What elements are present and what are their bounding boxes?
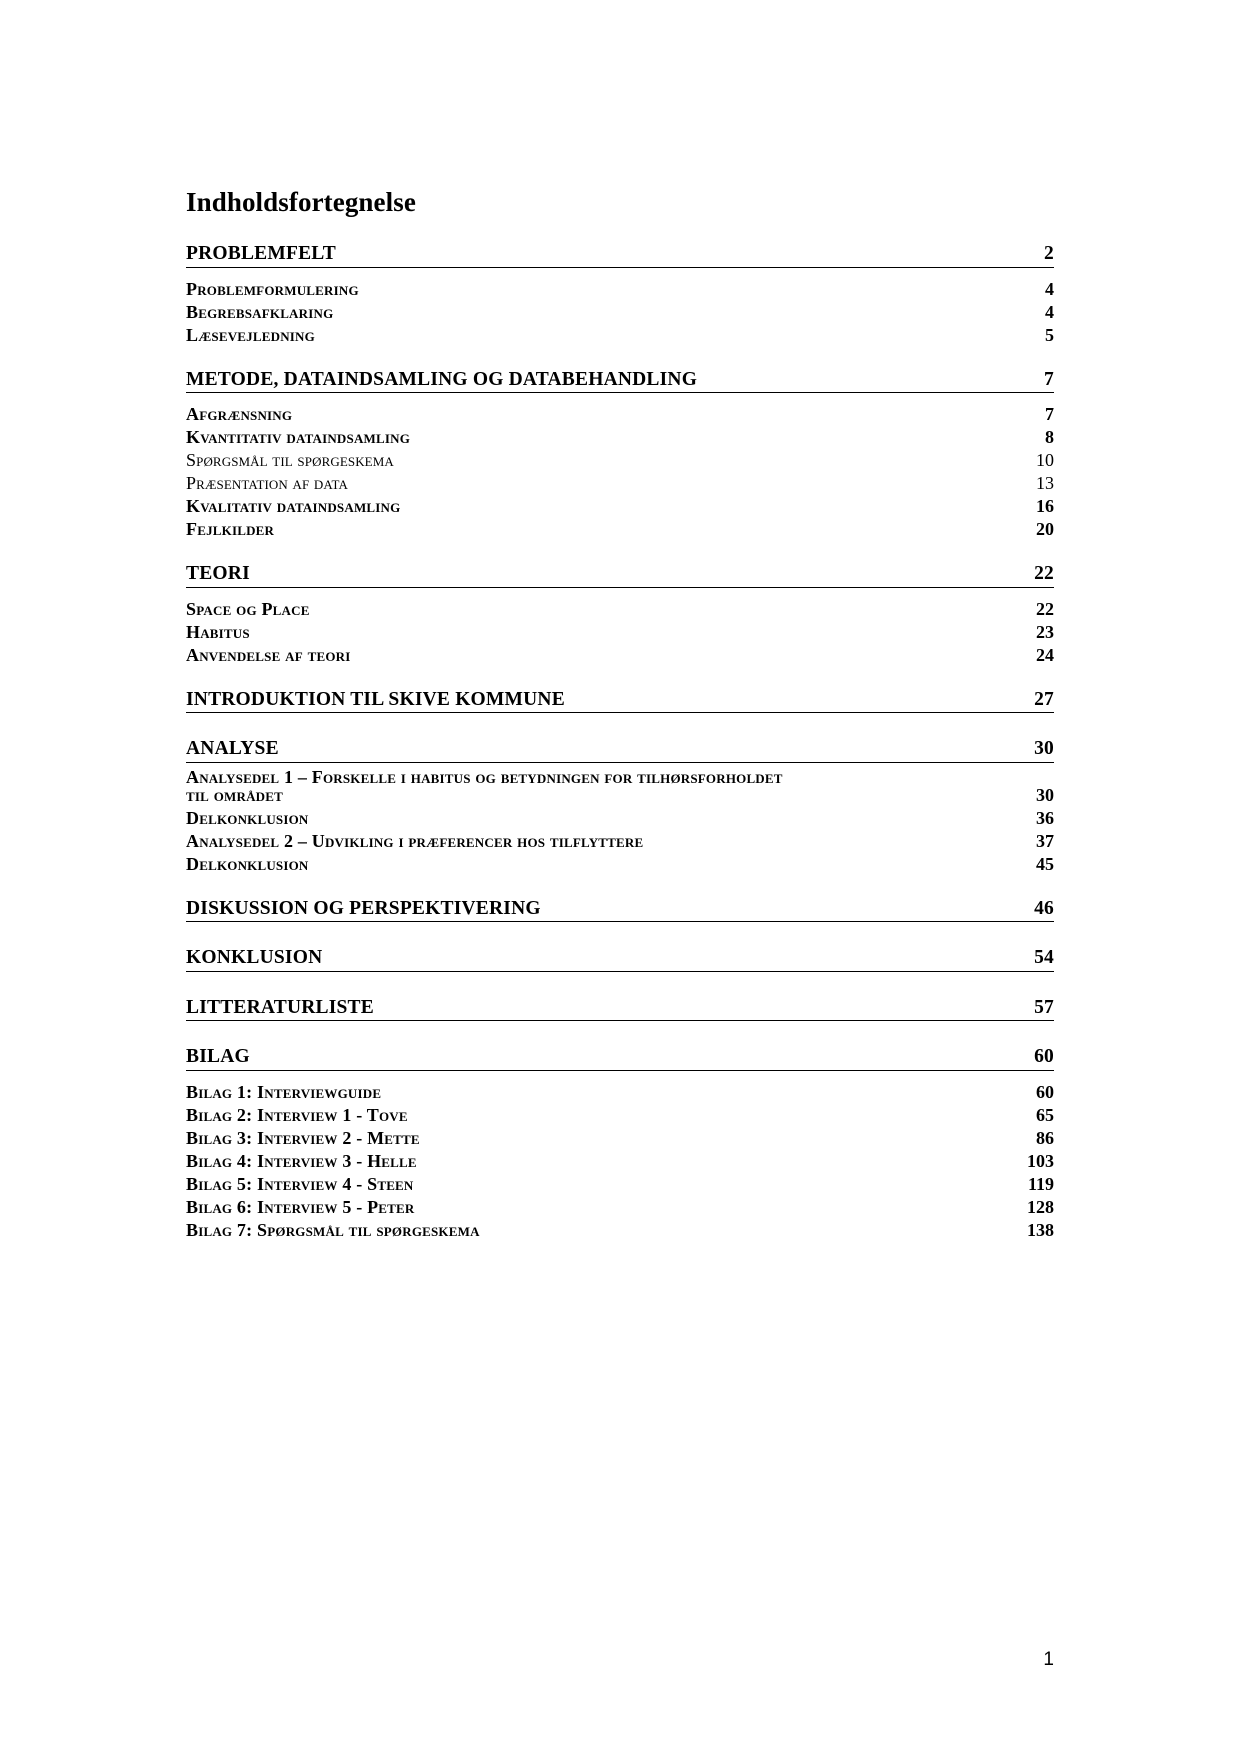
toc-leader [414, 1175, 1020, 1193]
toc-leader [309, 855, 1020, 873]
toc-entry-page-number: 57 [1008, 998, 1054, 1022]
toc-entry-label: ANALYSE [186, 739, 279, 763]
toc-entry[interactable] [186, 428, 1054, 446]
toc-entry[interactable] [186, 244, 1054, 268]
toc-entry-page-number: 22 [1008, 564, 1054, 588]
toc-entry-page-number: 54 [1008, 948, 1054, 972]
toc-entry-page-number: 24 [1036, 644, 1054, 665]
toc-leader [309, 809, 1020, 827]
toc-entry[interactable] [186, 832, 1054, 850]
toc-entry-page-number: 4 [1045, 278, 1054, 299]
toc-entry-page-number: 2 [1008, 244, 1054, 268]
toc-entry-page-number: 86 [1036, 1127, 1054, 1148]
toc-entry-page-number: 5 [1045, 324, 1054, 345]
toc-entry-label: TEORI [186, 564, 250, 588]
toc-entry-label: KONKLUSION [186, 948, 322, 972]
toc-entry-label: Analysedel 2 – Udvikling i præferencer hos tilflyttere [186, 830, 644, 851]
toc-leader [310, 600, 1020, 618]
toc-entry[interactable] [186, 1198, 1054, 1216]
toc-entry[interactable] [186, 899, 1054, 923]
toc-entry[interactable] [186, 451, 1054, 469]
toc-leader [283, 786, 1020, 804]
toc-leader [394, 451, 1020, 469]
toc-entry-label: Kvalitativ dataindsamling [186, 496, 401, 517]
toc-entry-page-number: 138 [1027, 1219, 1054, 1240]
toc-entry-page-number: 37 [1036, 830, 1054, 851]
toc-entry-label: METODE, DATAINDSAMLING OG DATABEHANDLING [186, 370, 697, 394]
page-title: Indholdsfortegnelse [186, 187, 416, 217]
toc-leader [480, 1221, 1020, 1239]
toc-leader [420, 1129, 1020, 1147]
toc-entry-page-number: 4 [1045, 301, 1054, 322]
toc-entry-page-number: 36 [1036, 807, 1054, 828]
toc-entry-page-number: 128 [1027, 1196, 1054, 1217]
toc-entry-label: Problemformulering [186, 278, 359, 299]
toc-entry-page-number: 65 [1036, 1104, 1054, 1125]
toc-leader [415, 1198, 1020, 1216]
toc-entry[interactable] [186, 739, 1054, 763]
toc-container [186, 186, 1054, 1239]
toc-leader [333, 303, 1020, 321]
toc-leader [417, 1152, 1020, 1170]
toc-entry-page-number: 23 [1036, 621, 1054, 642]
footer-page-number: 1 [1043, 1649, 1054, 1670]
toc-entry-page-number: 60 [1036, 1081, 1054, 1102]
toc-leader [322, 951, 1008, 972]
toc-leader [565, 693, 1008, 714]
toc-entry-page-number: 7 [1008, 370, 1054, 394]
toc-entry-label: Afgrænsning [186, 404, 293, 425]
toc-leader [315, 326, 1020, 344]
toc-entry-label: LITTERATURLISTE [186, 998, 374, 1022]
toc-entry-label: Læsevejledning [186, 324, 315, 345]
toc-entry[interactable] [186, 1221, 1054, 1239]
toc-entry-label: Bilag 1: Interviewguide [186, 1081, 382, 1102]
toc-leader [250, 623, 1020, 641]
toc-entry-label: Anvendelse af teori [186, 644, 351, 665]
toc-leader [697, 373, 1008, 394]
toc-entry[interactable] [186, 326, 1054, 344]
toc-leader [541, 902, 1008, 923]
toc-entry[interactable] [186, 497, 1054, 515]
toc-entry-page-number: 45 [1036, 853, 1054, 874]
toc-entry-label: Begrebsafklaring [186, 301, 334, 322]
toc-entry[interactable] [186, 1152, 1054, 1170]
toc-entry-page-number: 30 [1008, 739, 1054, 763]
toc-entry[interactable] [186, 280, 1054, 298]
toc-leader [348, 474, 1020, 492]
toc-entry-label: INTRODUKTION TIL SKIVE KOMMUNE [186, 690, 565, 714]
toc-entry[interactable] [186, 948, 1054, 972]
toc-entry-label: PROBLEMFELT [186, 244, 336, 268]
toc-entry-label: Bilag 3: Interview 2 - Mette [186, 1127, 420, 1148]
toc-entry-page-number: 30 [1036, 784, 1054, 805]
toc-entry[interactable] [186, 370, 1054, 394]
toc-leader [274, 520, 1020, 538]
toc-entry[interactable] [186, 1129, 1054, 1147]
toc-leader [400, 497, 1020, 515]
toc-leader [250, 1050, 1008, 1071]
toc-entry-label-continued: til området [186, 784, 283, 805]
toc-entry[interactable] [186, 855, 1054, 873]
toc-entry-page-number: 22 [1036, 598, 1054, 619]
toc-entry-page-number: 10 [1036, 450, 1054, 471]
toc-entry[interactable] [186, 600, 1054, 618]
toc-entry-label: Bilag 7: Spørgsmål til spørgeskema [186, 1219, 480, 1240]
toc-entry-page-number: 60 [1008, 1047, 1054, 1071]
toc-entry[interactable] [186, 564, 1054, 588]
toc-entry-page-number: 16 [1036, 496, 1054, 517]
toc-entry[interactable] [186, 809, 1054, 827]
toc-entry[interactable] [186, 520, 1054, 538]
toc-entry-label: Delkonklusion [186, 807, 309, 828]
toc-entry-label: Analysedel 1 – Forskelle i habitus og betydningen for tilhørsforholdet [186, 766, 783, 787]
toc-entry-page-number: 8 [1045, 427, 1054, 448]
toc-leader [351, 646, 1021, 664]
toc-entry-label: Bilag 4: Interview 3 - Helle [186, 1150, 417, 1171]
toc-entry-label: Fejlkilder [186, 519, 275, 540]
toc-entry[interactable] [186, 1175, 1054, 1193]
toc-entry-label: Delkonklusion [186, 853, 309, 874]
toc-entry[interactable] [186, 768, 1054, 804]
toc-leader [408, 1106, 1020, 1124]
toc-leader [381, 1083, 1020, 1101]
toc-leader [410, 428, 1020, 446]
toc-entry[interactable] [186, 1106, 1054, 1124]
toc-entry-label: Bilag 2: Interview 1 - Tove [186, 1104, 408, 1125]
toc-entry[interactable] [186, 998, 1054, 1022]
toc-leader [250, 567, 1008, 588]
toc-entry-page-number: 13 [1036, 473, 1054, 494]
toc-entry-label: Bilag 6: Interview 5 - Peter [186, 1196, 415, 1217]
toc-entry-label: Bilag 5: Interview 4 - Steen [186, 1173, 414, 1194]
toc-entry-page-number: 119 [1027, 1173, 1054, 1194]
toc-entry[interactable] [186, 1047, 1054, 1071]
toc-leader [292, 405, 1020, 423]
toc-entry-label: BILAG [186, 1047, 250, 1071]
toc-entry[interactable] [186, 646, 1054, 664]
toc-entry-label: Space og Place [186, 598, 310, 619]
toc-entry[interactable] [186, 405, 1054, 423]
toc-entry[interactable] [186, 474, 1054, 492]
toc-entry[interactable] [186, 690, 1054, 714]
toc-entry-label: Præsentation af data [186, 473, 348, 494]
toc-leader [279, 742, 1008, 763]
toc-leader [374, 1001, 1008, 1022]
toc-leader [336, 247, 1008, 268]
toc-entry-page-number: 103 [1027, 1150, 1054, 1171]
toc-entry-label: DISKUSSION OG PERSPEKTIVERING [186, 899, 541, 923]
toc-entry-page-number: 46 [1008, 899, 1054, 923]
toc-entry[interactable] [186, 303, 1054, 321]
toc-entry-page-number: 7 [1045, 404, 1054, 425]
toc-leader [359, 280, 1020, 298]
toc-entry-page-number: 27 [1008, 690, 1054, 714]
toc-entry-page-number: 20 [1036, 519, 1054, 540]
toc-entry-label: Habitus [186, 621, 250, 642]
toc-entry[interactable] [186, 1083, 1054, 1101]
toc-entry-label: Spørgsmål til spørgeskema [186, 450, 394, 471]
toc-leader [643, 832, 1020, 850]
toc-entry-label: Kvantitativ dataindsamling [186, 427, 411, 448]
toc-entry[interactable] [186, 623, 1054, 641]
table-of-contents-list [186, 244, 1054, 1239]
